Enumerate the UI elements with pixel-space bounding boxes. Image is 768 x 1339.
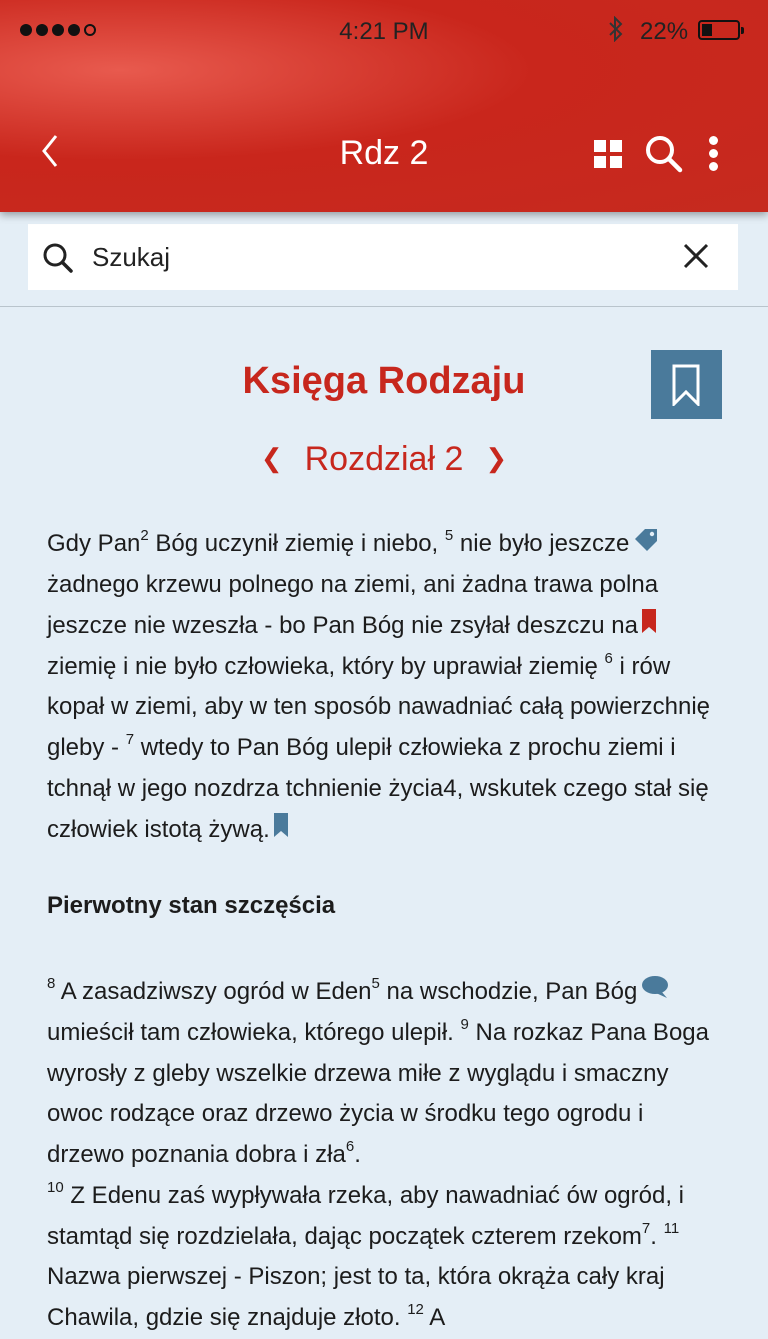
app-header [0, 0, 768, 212]
verse-number: 8 [47, 975, 56, 992]
search-input[interactable] [90, 236, 654, 278]
close-icon[interactable] [682, 242, 710, 275]
footnote-marker[interactable]: 7 [641, 1219, 651, 1237]
navigation-bar [0, 120, 768, 190]
footnote-marker[interactable]: 5 [371, 975, 380, 992]
search-bar [28, 224, 738, 290]
battery-icon [698, 20, 740, 40]
verse-number: 10 [47, 1178, 64, 1196]
page-title: Rdz 2 [339, 134, 429, 172]
verse-number: 5 [444, 527, 454, 544]
search-icon [42, 242, 74, 279]
passage-text: $^8$ A zasadziwszy ogród w Eden$^5$ na wschodzie, Pan Bóg umieścił tam człowieka, którego ulepił. $^9$ Na rozkaz Pana Boga wyrosły z gleby wszelkie drzewa miłe z wyglądu i smaczny owoc rodzące oraz drzewo życia w środku tego ogrodu i drzewo poznania dobra i zła$^6$. $^{10}$ Z Edenu zaś wypływała rzeka, aby nawadniać ów ogród, i stamtąd się rozdzielała, dając początek czterem rzekom$^7$. $^{11}$ Nazwa pierwszej - Piszon; jest to ta, która okrąża cały kraj Chawila, gdzie się znajduje złoto. $^{12}$ A [47, 972, 727, 1339]
chapter-navigation [0, 440, 768, 479]
search-icon[interactable] [644, 134, 684, 179]
status-bar [0, 14, 768, 48]
verse-number: 9 [460, 1016, 469, 1033]
tag-icon[interactable] [633, 524, 659, 565]
footnote-marker[interactable]: 6 [345, 1138, 355, 1156]
book-title: Księga Rodzaju [242, 360, 526, 402]
footnote-marker[interactable]: 2 [140, 527, 149, 544]
verse-number: 6 [604, 649, 613, 667]
section-heading: Pierwotny stan szczęścia [47, 892, 336, 919]
passage-text: Gdy Pan$^2$ Bóg uczynił ziemię i niebo, $^5$ nie było jeszcze żadnego krzewu polnego na ziemi, ani żadna trawa polna jeszcze nie wzeszła - bo Pan Bóg nie zsyłał deszczu na ziemię i nie było człowieka, który by uprawiał ziemię $^6$ i rów kopał w ziemi, aby w ten sposób nawadniać całą powierzchnię gleby - $^7$ wtedy to Pan Bóg ulepił człowieka z prochu ziemi i tchnął w jego nozdrza tchnienie życia4, wskutek czego stał się człowiek istotą żywą. [47, 524, 727, 851]
verse-number: 12 [407, 1300, 424, 1318]
battery-percentage: 22% [640, 18, 689, 45]
bluetooth-icon [608, 16, 624, 49]
status-time: 4:21 PM [339, 18, 429, 45]
next-chapter-button[interactable]: ❯ [485, 443, 508, 473]
bookmark-icon[interactable] [274, 810, 288, 851]
bookmark-icon[interactable] [642, 606, 656, 647]
chapter-title: Rozdział 2 [304, 440, 464, 478]
previous-chapter-button[interactable]: ❮ [260, 443, 283, 473]
verse-number: 7 [125, 731, 135, 749]
grid-icon[interactable] [594, 140, 622, 168]
divider [0, 306, 768, 307]
more-vertical-icon[interactable] [709, 136, 721, 175]
comment-icon[interactable] [641, 972, 669, 1013]
verse-number: 11 [663, 1219, 680, 1237]
